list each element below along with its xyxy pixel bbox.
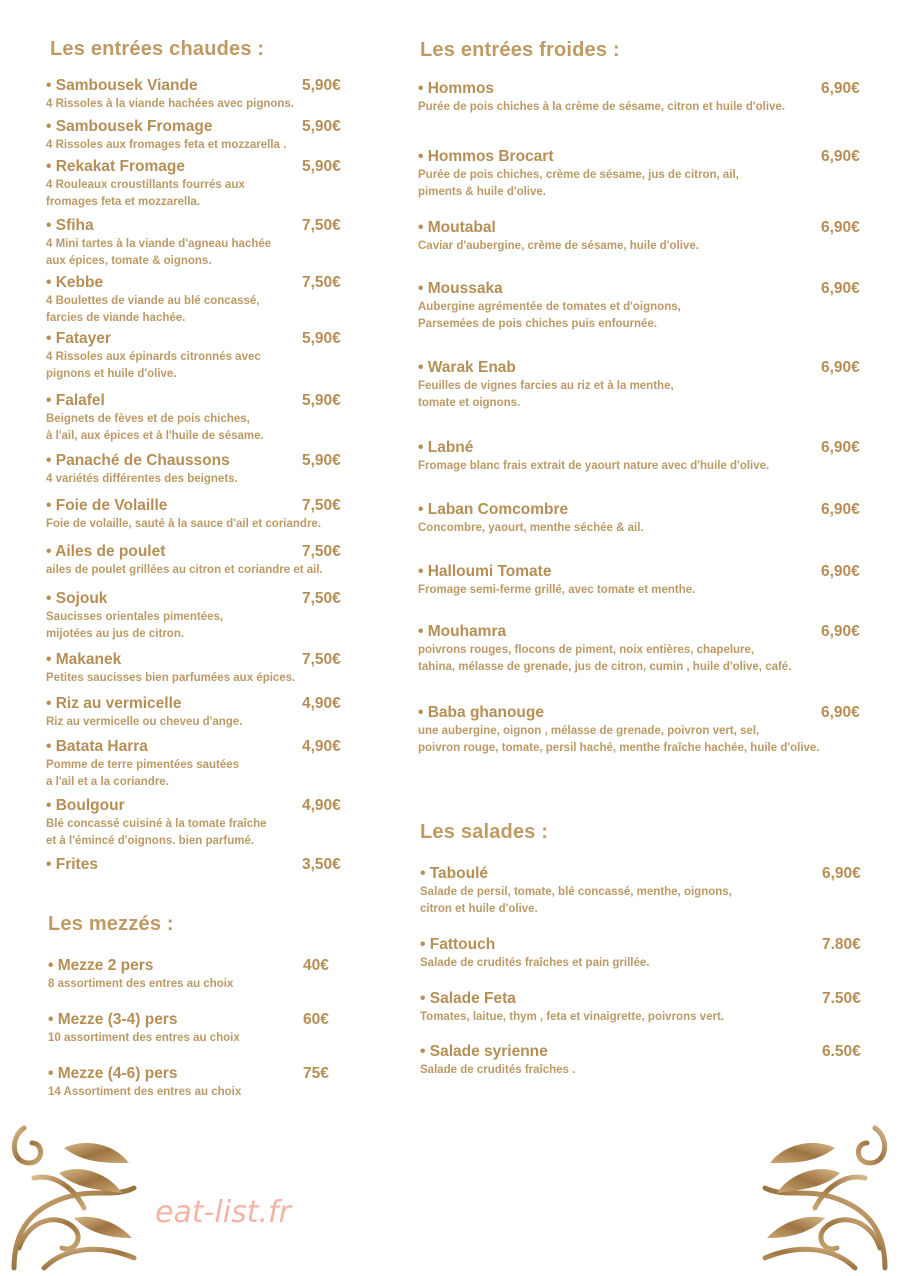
menu-item-price: 7,50€ — [302, 217, 341, 234]
menu-item-description: 4 Rissoles aux fromages feta et mozzarella . — [46, 139, 287, 151]
menu-item-name: • Ailes de poulet — [46, 543, 166, 560]
menu-item-description: poivrons rouges, flocons de piment, noix entières, chapelure, tahina, mélasse de grenade, jus de citron, cumin , huile d'olive, café. — [418, 644, 792, 673]
menu-item-name: • Moutabal — [418, 219, 496, 236]
menu-item — [418, 704, 898, 757]
menu-item-price: 5,90€ — [302, 330, 341, 347]
menu-item-price: 5,90€ — [302, 392, 341, 409]
menu-item-price: 4,90€ — [302, 695, 341, 712]
menu-item-price: 5,90€ — [302, 77, 341, 94]
menu-item-price: 7,50€ — [302, 274, 341, 291]
menu-item-price: 6,90€ — [821, 359, 860, 376]
menu-item-description: Saucisses orientales pimentées, mijotées au jus de citron. — [46, 611, 224, 640]
menu-item — [418, 280, 898, 333]
menu-item-name: • Moussaka — [418, 280, 503, 297]
menu-item-price: 7,50€ — [302, 651, 341, 668]
menu-item-description: 4 Rissoles à la viande hachées avec pignons. — [46, 98, 295, 110]
menu-item-description: Blé concassé cuisiné à la tomate fraîche et à l'émincé d'oignons. bien parfumé. — [46, 818, 267, 847]
menu-item-description: 4 variétés différentes des beignets. — [46, 473, 238, 485]
menu-item-description: Foie de volaille, sauté à la sauce d'ail et coriandre. — [46, 518, 322, 530]
menu-item-name: • Batata Harra — [46, 738, 148, 755]
menu-item-price: 6,90€ — [821, 280, 860, 297]
hot-starters-title: Les entrées chaudes : — [50, 38, 265, 60]
menu-item-price: 6,90€ — [822, 865, 861, 882]
menu-item — [418, 148, 898, 201]
menu-item-price: 7,50€ — [302, 497, 341, 514]
menu-item-price: 5,90€ — [302, 452, 341, 469]
menu-item-price: 6,90€ — [821, 563, 860, 580]
menu-item-description: 4 Mini tartes à la viande d'agneau hachée aux épices, tomate & oignons. — [46, 238, 272, 267]
menu-item-description: ailes de poulet grillées au citron et coriandre et ail. — [46, 564, 323, 576]
menu-item-name: • Halloumi Tomate — [418, 563, 552, 580]
mezze-title: Les mezzés : — [48, 913, 174, 935]
menu-item-name: • Fatayer — [46, 330, 111, 347]
menu-item-name: • Makanek — [46, 651, 122, 668]
menu-item-description: Purée de pois chiches, crème de sésame, jus de citron, ail, piments & huile d'olive. — [418, 169, 739, 198]
menu-item-name: • Riz au vermicelle — [46, 695, 182, 712]
menu-item-name: • Salade Feta — [420, 990, 516, 1007]
menu-item-price: 60€ — [303, 1011, 329, 1028]
left-ornament-icon — [4, 1118, 144, 1273]
menu-item-description: une aubergine, oignon , mélasse de grenade, poivron vert, sel, poivron rouge, tomate, persil haché, menthe fraîche hachée, huile d'olive. — [418, 725, 820, 754]
menu-item-price: 7.80€ — [822, 936, 861, 953]
menu-item-name: • Kebbe — [46, 274, 104, 291]
menu-item — [420, 1043, 900, 1079]
menu-item-name: • Mouhamra — [418, 623, 507, 640]
menu-item-name: • Fattouch — [420, 936, 496, 953]
menu-item — [418, 563, 898, 599]
cold-starters-title: Les entrées froides : — [420, 39, 620, 61]
menu-item-name: • Sambousek Viande — [46, 77, 198, 94]
menu-item-description: Aubergine agrémentée de tomates et d'oignons, Parsemées de pois chiches puis enfournée. — [418, 301, 681, 330]
menu-item-description: 4 Rouleaux croustillants fourrés aux fromages feta et mozzarella. — [46, 179, 245, 208]
menu-item-price: 6,90€ — [821, 704, 860, 721]
right-ornament-icon — [755, 1118, 895, 1273]
menu-item-name: • Panaché de Chaussons — [46, 452, 230, 469]
menu-item-name: • Hommos — [418, 80, 495, 97]
menu-item-price: 5,90€ — [302, 118, 341, 135]
menu-item-name: • Sojouk — [46, 590, 108, 607]
menu-item-name: • Mezze 2 pers — [48, 957, 154, 974]
menu-item-name: • Taboulé — [420, 865, 489, 882]
menu-item — [418, 623, 898, 676]
menu-item-name: • Boulgour — [46, 797, 125, 814]
watermark-text: eat-list.fr — [155, 1195, 291, 1230]
menu-item-description: Caviar d'aubergine, crème de sésame, huile d'olive. — [418, 240, 699, 252]
menu-item-price: 6,90€ — [821, 439, 860, 456]
menu-item-price: 7.50€ — [822, 990, 861, 1007]
menu-item-name: • Mezze (4-6) pers — [48, 1065, 178, 1082]
menu-item-name: • Foie de Volaille — [46, 497, 168, 514]
menu-item-name: • Baba ghanouge — [418, 704, 544, 721]
menu-item-description: Fromage blanc frais extrait de yaourt nature avec d'huile d'olive. — [418, 460, 770, 472]
menu-item-price: 6,90€ — [821, 623, 860, 640]
menu-item-description: 10 assortiment des entres au choix — [48, 1032, 240, 1044]
menu-item-price: 40€ — [303, 957, 329, 974]
menu-item-description: Concombre, yaourt, menthe séchée & ail. — [418, 522, 644, 534]
menu-item-description: 8 assortiment des entres au choix — [48, 978, 234, 990]
menu-item-name: • Sambousek Fromage — [46, 118, 213, 135]
menu-item — [418, 80, 898, 116]
menu-item-name: • Salade syrienne — [420, 1043, 548, 1060]
menu-item-name: • Rekakat Fromage — [46, 158, 185, 175]
menu-item-description: Petites saucisses bien parfumées aux épices. — [46, 672, 296, 684]
menu-item-name: • Hommos Brocart — [418, 148, 554, 165]
menu-item-price: 4,90€ — [302, 797, 341, 814]
menu-item-description: Feuilles de vignes farcies au riz et à la menthe, tomate et oignons. — [418, 380, 674, 409]
menu-item-price: 5,90€ — [302, 158, 341, 175]
menu-item — [418, 359, 898, 412]
menu-item-price: 3,50€ — [302, 856, 341, 873]
menu-item-price: 6,90€ — [821, 219, 860, 236]
menu-item-description: Salade de persil, tomate, blé concassé, menthe, oignons, citron et huile d'olive. — [420, 886, 732, 915]
menu-item-description: Salade de crudités fraîches et pain grillée. — [420, 957, 650, 969]
menu-item-price: 6.50€ — [822, 1043, 861, 1060]
menu-item-price: 7,50€ — [302, 543, 341, 560]
menu-item-description: Salade de crudités fraîches . — [420, 1064, 576, 1076]
menu-item-name: • Falafel — [46, 392, 105, 409]
menu-item — [418, 219, 898, 255]
menu-item — [418, 501, 898, 537]
menu-item-description: Fromage semi-ferme grillé, avec tomate et menthe. — [418, 584, 696, 596]
menu-item — [420, 990, 900, 1026]
menu-item — [420, 865, 900, 918]
menu-item-name: • Warak Enab — [418, 359, 516, 376]
menu-item-description: 4 Boulettes de viande au blé concassé, farcies de viande hachée. — [46, 295, 260, 324]
salads-title: Les salades : — [420, 821, 549, 843]
menu-item-description: Riz au vermicelle ou cheveu d'ange. — [46, 716, 243, 728]
menu-item-name: • Sfiha — [46, 217, 94, 234]
menu-item-description: 14 Assortiment des entres au choix — [48, 1086, 242, 1098]
menu-item-price: 6,90€ — [821, 148, 860, 165]
menu-item-price: 7,50€ — [302, 590, 341, 607]
menu-item-name: • Labné — [418, 439, 474, 456]
menu-item-description: Beignets de fèves et de pois chiches, à l'ail, aux épices et à l'huile de sésame. — [46, 413, 264, 442]
menu-item-price: 6,90€ — [821, 501, 860, 518]
menu-item-description: Pomme de terre pimentées sautées a l'ail et a la coriandre. — [46, 759, 240, 788]
menu-item-description: Purée de pois chiches à la crème de sésame, citron et huile d'olive. — [418, 101, 786, 113]
menu-item-description: Tomates, laitue, thym , feta et vinaigrette, poivrons vert. — [420, 1011, 724, 1023]
menu-item-description: 4 Rissoles aux épinards citronnés avec pignons et huile d'olive. — [46, 351, 261, 380]
menu-item-name: • Mezze (3-4) pers — [48, 1011, 178, 1028]
menu-item-name: • Laban Comcombre — [418, 501, 569, 518]
menu-item-price: 75€ — [303, 1065, 329, 1082]
menu-item — [420, 936, 900, 972]
menu-item-price: 6,90€ — [821, 80, 860, 97]
menu-item-name: • Frites — [46, 856, 98, 873]
menu-item — [418, 439, 898, 475]
menu-item-price: 4,90€ — [302, 738, 341, 755]
